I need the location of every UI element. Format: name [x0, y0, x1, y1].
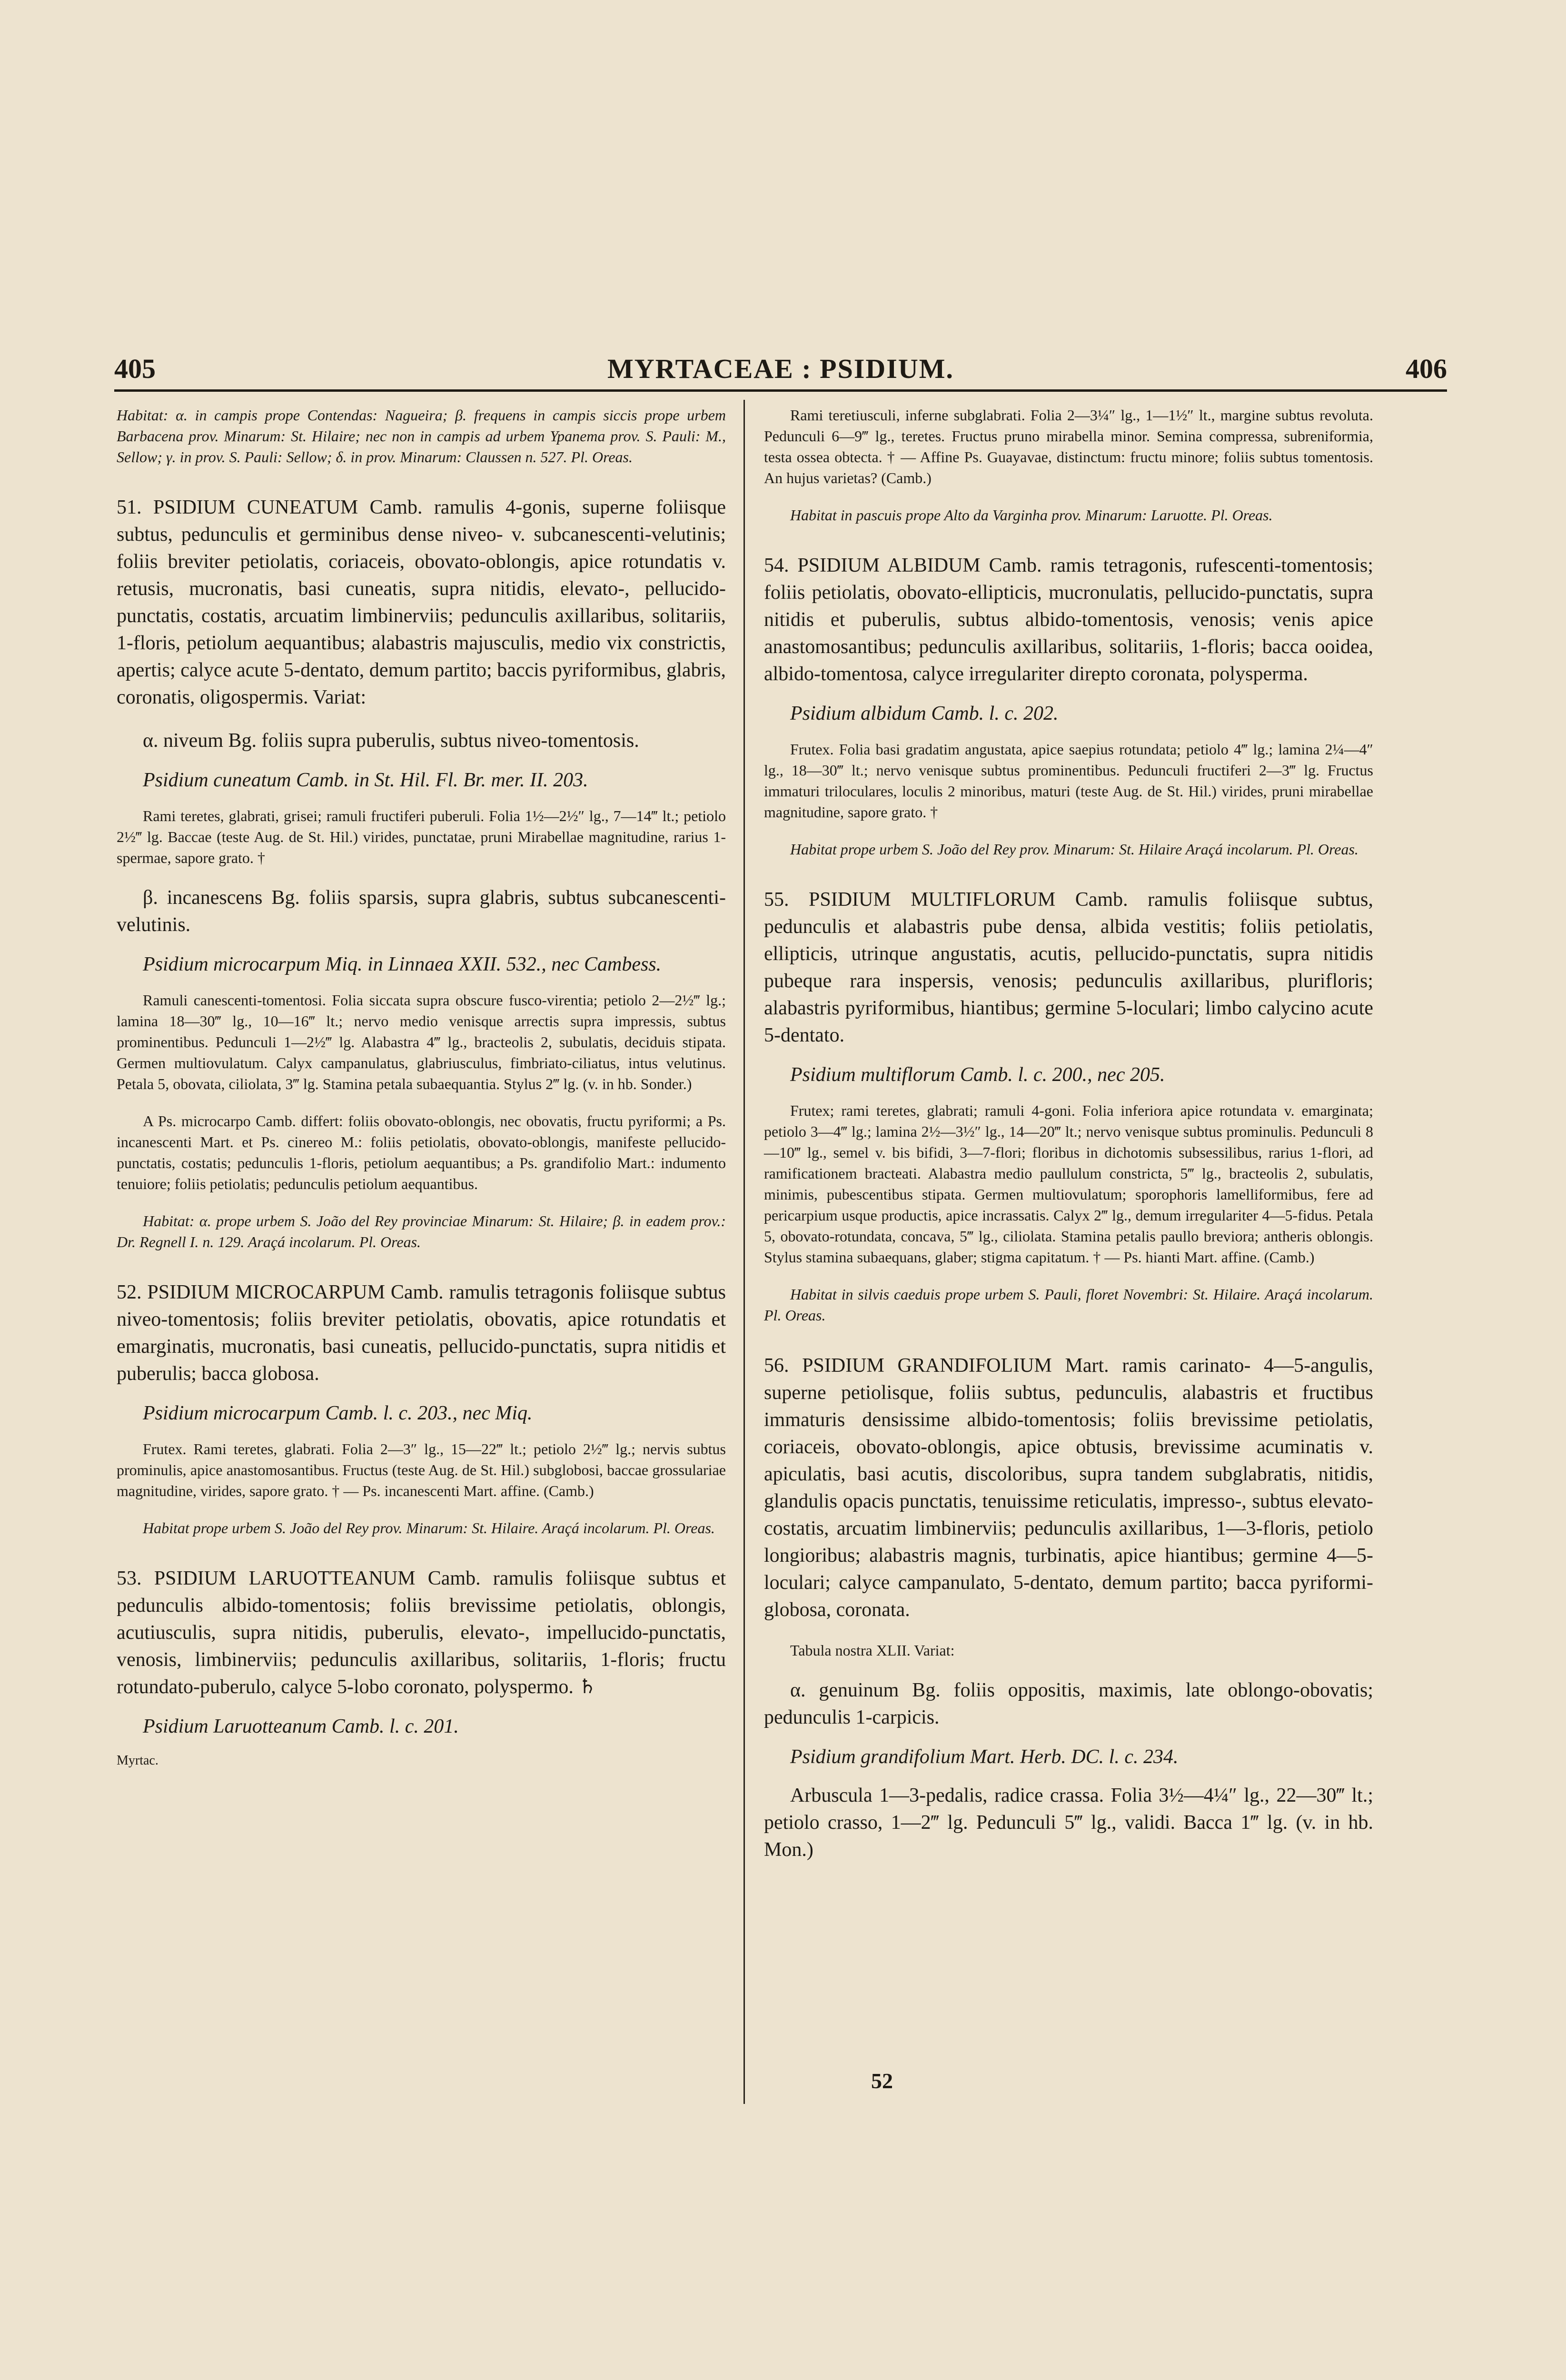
- right-paragraph: Frutex. Folia basi gradatim angustata, apice saepius rotundata; petiolo 4‴ lg.; lamina 2¼—4″ lg., 18—30‴ lt.; nervo venisque subtus prominentibus. Pedunculi fructiferi 2—3‴ lg. Fructus immaturi triloculares, loculis 2 minoribus, maturi (teste Aug. de St. Hil.) virides, pruni mirabellae magnitudine, sapore grato. †: [764, 741, 1373, 821]
- page-number-right: 406: [1406, 353, 1447, 384]
- left-paragraph: Psidium Laruotteanum Camb. l. c. 201.: [143, 1716, 459, 1737]
- right-paragraph: Arbuscula 1—3-pedalis, radice crassa. Folia 3½—4¼″ lg., 22—30‴ lt.; petiolo crasso, 1—2‴ lg. Pedunculi 5‴ lg., validi. Bacca 1‴ lg. (v. in hb. Mon.): [764, 1785, 1373, 1861]
- left-paragraph: 51. PSIDIUM CUNEATUM Camb. ramulis 4-gonis, superne foliisque subtus, pedunculis et germinibus dense niveo- v. subcanescenti-velutinis; foliis breviter petiolatis, coriaceis, obovato-oblongis, apice rotundatis v. retusis, mucronatis, basi cuneatis, supra nitidis, elevato-, pellucido-punctatis, costatis, arcuatim limbinerviis; pedunculis axillaribus, solitariis, 1-floris, petiolum aequantibus; alabastris majusculis, medio vix constrictis, apertis; calyce acute 5-dentato, demum partito; baccis pyriformibus, glabris, coronatis, oligospermis. Variat:: [117, 496, 726, 708]
- right-paragraph: Psidium albidum Camb. l. c. 202.: [790, 703, 1059, 724]
- right-paragraph: 56. PSIDIUM GRANDIFOLIUM Mart. ramis carinato- 4—5-angulis, superne petiolisque, foliis subtus, pedunculis, alabastris et fructibus immaturis densissime albido-tomentosis; foliis brevissime petiolatis, coriaceis, obovato-oblongis, apice obtusis, brevissime acuminatis v. apiculatis, basi acutis, discoloribus, supra tandem subglabratis, nitidis, glandulis opacis punctatis, tenuissime reticulatis, impresso-, subtus elevato-costatis, arcuatim limbinerviis; pedunculis axillaribus, 1—3-floris, petiolo longioribus; alabastris magnis, turbinatis, apice hiantibus; germine 4—5-loculari; calyce campanulato, 5-dentato, demum partito; bacca pyriformi-globosa, coronata.: [764, 1355, 1373, 1621]
- right-paragraph: Frutex; rami teretes, glabrati; ramuli 4-goni. Folia inferiora apice rotundata v. emarginata; petiolo 3—4‴ lg.; lamina 2½—3½″ lg., 14—20‴ lt.; nervo venisque subtus prominulis. Pedunculi 8—10‴ lg., semel v. bis bifidi, 3—7-flori; floribus in dichotomis subsessilibus, rarius 1-flori, ad ramificationem bracteati. Alabastra medio paullulum constricta, 5‴ lg., bracteolis 2, subulatis, minimis, pubescentibus stipata. Germen multiovulatum; sporophoris lamelliformibus, fere ad pericarpium usque productis, apice incrassatis. Calyx 2‴ lg., demum irregulariter 4—5-fidus. Petala 5, obovato-rotundata, concava, 5‴ lg., ciliolata. Stamina petalis paullo breviora; antheris oblongis. Stylus stamina subaequans, glaber; stigma capitatum. † — Ps. hianti Mart. affine. (Camb.): [764, 1102, 1373, 1266]
- left-paragraph: A Ps. microcarpo Camb. differt: foliis obovato-oblongis, nec obovatis, fructu pyriformi; a Ps. incanescenti Mart. et Ps. cinereo M.: foliis petiolatis, obovato-oblongis, manifeste pellucido-punctatis, costatis; pedunculis 1-floris, petiolum aequantibus; a Ps. grandifolio Mart.: indumento tenuiore; foliis petiolatis; pedunculis petiolum aequantibus.: [117, 1112, 726, 1192]
- right-paragraph: Habitat in silvis caeduis prope urbem S. Pauli, floret Novembri: St. Hilaire. Araçá incolarum. Pl. Oreas.: [764, 1286, 1373, 1324]
- left-paragraph: Psidium microcarpum Camb. l. c. 203., nec Miq.: [143, 1402, 533, 1424]
- left-paragraph: Psidium microcarpum Miq. in Linnaea XXII. 532., nec Cambess.: [143, 953, 662, 975]
- right-paragraph: Habitat in pascuis prope Alto da Varginha prov. Minarum: Laruotte. Pl. Oreas.: [790, 506, 1273, 524]
- running-title: MYRTACEAE : PSIDIUM.: [607, 353, 954, 384]
- right-paragraph: Psidium multiflorum Camb. l. c. 200., nec 205.: [790, 1064, 1165, 1086]
- page-header: [114, 350, 1447, 393]
- right-paragraph: Tabula nostra XLII. Variat:: [790, 1642, 955, 1659]
- left-paragraph: Frutex. Rami teretes, glabrati. Folia 2—3″ lg., 15—22‴ lt.; petiolo 2½‴ lg.; nervis subtus prominulis, apice anastomosantibus. Fructus (teste Aug. de St. Hil.) subglobosi, baccae grossulariae magnitudine, virides, sapore grato. † — Ps. incanescenti Mart. affine. (Camb.): [117, 1440, 726, 1499]
- right-paragraph: 55. PSIDIUM MULTIFLORUM Camb. ramulis foliisque subtus, pedunculis et alabastris pube densa, albida vestitis; foliis petiolatis, ellipticis, utrinque angustatis, acutis, pellucido-punctatis, supra nitidis pubeque rara inspersis, venosis; pedunculis axillaribus, plurifloris; alabastris pyriformibus, hiantibus; germine 5-loculari; limbo calycino acute 5-dentato.: [764, 889, 1373, 1046]
- right-paragraph: Rami teretiusculi, inferne subglabrati. Folia 2—3¼″ lg., 1—1½″ lt., margine subtus revoluta. Pedunculi 6—9‴ lg., teretes. Fructus pruno mirabella minor. Semina compressa, subreniformia, testa ossea obtecta. † — Affine Ps. Guayavae, distinctum: fructu minore; foliis subtus tomentosis. An hujus varietas? (Camb.): [764, 407, 1373, 486]
- right-paragraph: 54. PSIDIUM ALBIDUM Camb. ramis tetragonis, rufescenti-tomentosis; foliis petiolatis, obovato-ellipticis, mucronulatis, pellucido-punctatis, supra nitidis et puberulis, subtus albido-tomentosis, venosis; venis apice anastomosantibus; pedunculis axillaribus, solitariis, 1-floris; bacca ooidea, albido-tomentosa, calyce irregulariter direpto coronata, polysperma.: [764, 555, 1373, 685]
- left-paragraph: Habitat: α. prope urbem S. João del Rey provinciae Minarum: St. Hilaire; β. in eadem prov.: Dr. Regnell I. n. 129. Araçá incolarum. Pl. Oreas.: [117, 1212, 726, 1250]
- left-column: [117, 405, 726, 1770]
- right-paragraph: Psidium grandifolium Mart. Herb. DC. l. c. 234.: [790, 1746, 1179, 1768]
- right-paragraph: α. genuinum Bg. foliis oppositis, maximis, late oblongo-obovatis; pedunculis 1-carpicis.: [764, 1679, 1373, 1728]
- left-paragraph: Ramuli canescenti-tomentosi. Folia siccata supra obscure fusco-virentia; petiolo 2—2½‴ lg.; lamina 18—30‴ lg., 10—16‴ lt.; nervo medio venisque arrectis supra impressis, subtus prominentibus. Pedunculi 1—2½‴ lg. Alabastra 4‴ lg., bracteolis 2, subulatis, deciduis stipata. Germen multiovulatum. Calyx campanulatus, glabriusculus, fimbriato-ciliatus, intus velutinus. Petala 5, obovata, ciliolata, 3‴ lg. Stamina petala subaequantia. Stylus 2‴ lg. (v. in hb. Sonder.): [117, 992, 726, 1092]
- page-number-left: 405: [114, 353, 156, 384]
- header-rule: [114, 389, 1447, 392]
- left-paragraph: α. niveum Bg. foliis supra puberulis, subtus niveo-tomentosis.: [143, 730, 639, 752]
- sheet-number: 52: [871, 2069, 893, 2093]
- right-column: [764, 405, 1373, 1868]
- left-paragraph: Psidium cuneatum Camb. in St. Hil. Fl. Br. mer. II. 203.: [143, 769, 588, 791]
- right-paragraph: Habitat prope urbem S. João del Rey prov. Minarum: St. Hilaire Araçá incolarum. Pl. Oreas.: [790, 841, 1358, 858]
- column-divider: [743, 400, 745, 2104]
- left-paragraph: 53. PSIDIUM LARUOTTEANUM Camb. ramulis foliisque subtus et pedunculis albido-tomentosis; foliis brevissime petiolatis, oblongis, acutiusculis, supra nitidis, puberulis, elevato-, impellucido-punctatis, venosis, limbinerviis; pedunculis axillaribus, solitariis, 1-floris; fructu rotundato-puberulo, calyce 5-lobo coronato, polyspermo. ♄: [117, 1567, 726, 1698]
- signature-mark: Myrtac.: [117, 1753, 159, 1768]
- left-paragraph: 52. PSIDIUM MICROCARPUM Camb. ramulis tetragonis foliisque subtus niveo-tomentosis; foliis breviter petiolatis, obovatis, apice rotundatis et emarginatis, mucronatis, basi cuneatis, pellucido-punctatis, supra nitidis et puberulis; bacca globosa.: [117, 1281, 726, 1385]
- left-paragraph: Rami teretes, glabrati, grisei; ramuli fructiferi puberuli. Folia 1½—2½″ lg., 7—14‴ lt.; petiolo 2½‴ lg. Baccae (teste Aug. de St. Hil.) virides, punctatae, pruni Mirabellae magnitudine, rarius 1-spermae, sapore grato. †: [117, 807, 726, 866]
- left-paragraph: Habitat prope urbem S. João del Rey prov. Minarum: St. Hilaire. Araçá incolarum. Pl. Oreas.: [143, 1519, 715, 1537]
- left-paragraph: β. incanescens Bg. foliis sparsis, supra glabris, subtus subcanescenti-velutinis.: [117, 887, 726, 936]
- left-paragraph: Habitat: α. in campis prope Contendas: Nagueira; β. frequens in campis siccis prope urbem Barbacena prov. Minarum: St. Hilaire; nec non in campis ad urbem Ypanema prov. S. Pauli: M., Sellow; γ. in prov. S. Pauli: Sellow; δ. in prov. Minarum: Claussen n. 527. Pl. Oreas.: [117, 407, 726, 466]
